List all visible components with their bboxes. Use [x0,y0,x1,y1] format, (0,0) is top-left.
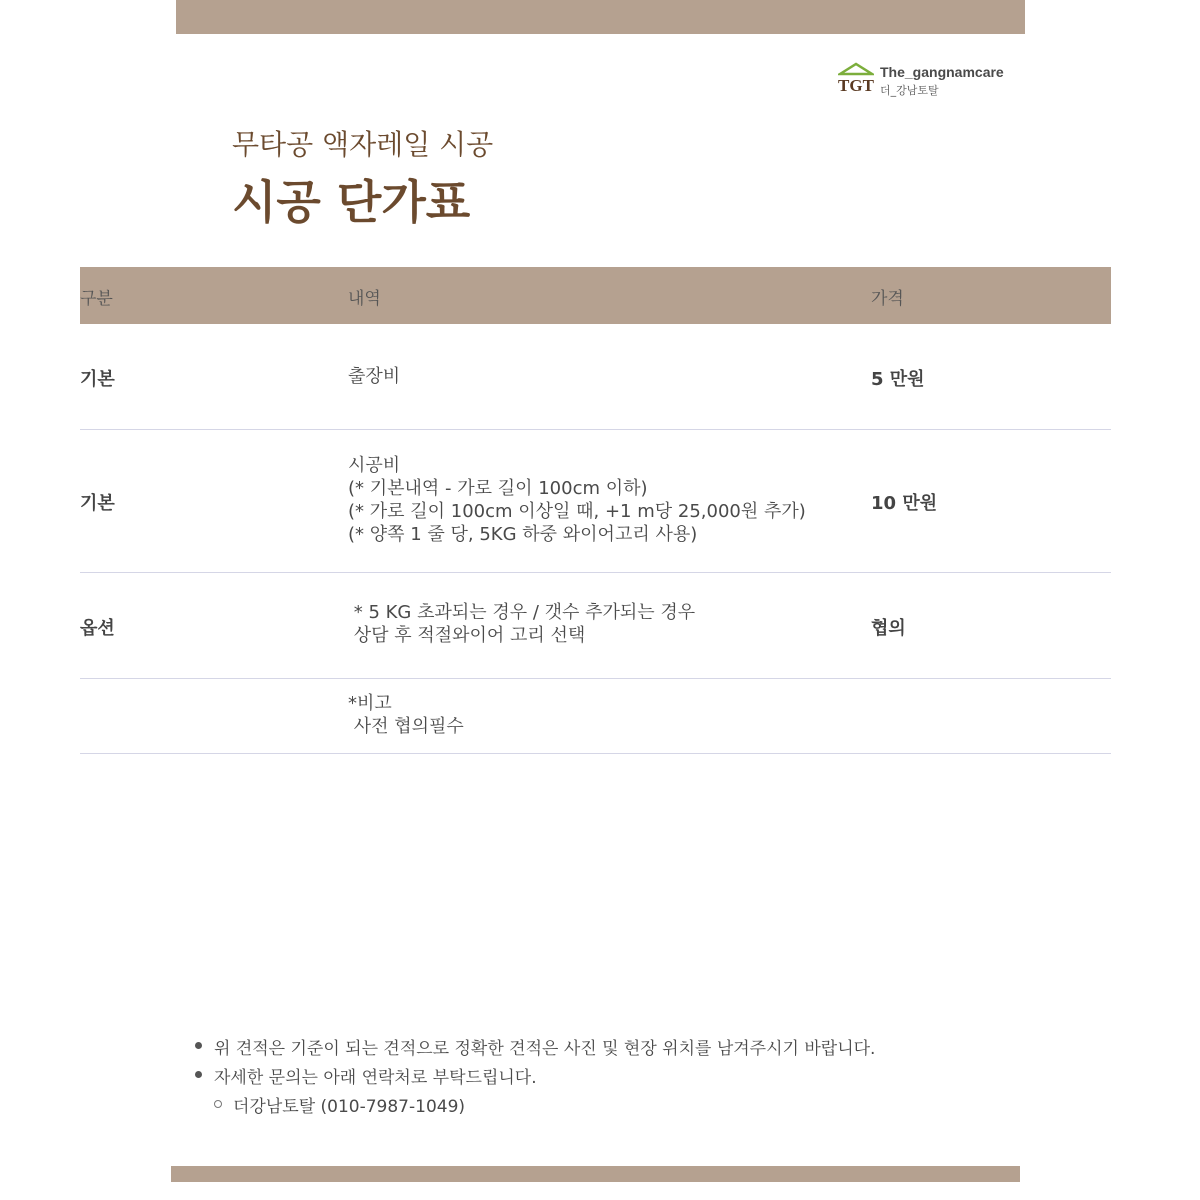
row-price: 5 만원 [871,369,925,390]
brand-name: The_gangnamcare [880,64,1004,80]
row-detail: 출장비 [348,366,401,387]
brand-logo [838,60,1038,100]
bottom-accent-bar [171,1166,1020,1182]
page-subtitle: 무타공 액자레일 시공 [232,128,494,161]
table-row [80,679,1111,754]
note-text: 위 견적은 기준이 되는 견적으로 정확한 견적은 사진 및 현장 위치를 남겨주시기 바랍니다. [214,1039,876,1059]
table-row [80,430,1111,573]
top-accent-bar [176,0,1025,34]
svg-text:TGT: TGT [838,76,874,94]
bullet-icon [195,1042,202,1049]
column-header-category: 구분 [80,289,113,309]
table-row [80,324,1111,430]
brand-subname: 더_강남토탈 [880,84,939,97]
note-text: 자세한 문의는 아래 연락처로 부탁드립니다. [214,1068,537,1088]
circle-bullet-icon [214,1100,222,1108]
row-detail: *비고 사전 협의필수 [348,693,464,737]
row-category: 기본 [80,493,115,514]
row-price: 협의 [871,618,906,639]
row-detail: * 5 KG 초과되는 경우 / 갯수 추가되는 경우 상담 후 적절와이어 고리 선택 [353,602,696,646]
row-category: 옵션 [80,618,115,639]
table-row [80,573,1111,679]
bullet-icon [195,1071,202,1078]
price-table [80,267,1111,754]
page-title: 시공 단가표 [232,175,471,229]
contact-text: 더강남토탈 (010-7987-1049) [233,1097,466,1117]
row-detail: 시공비 (* 기본내역 - 가로 길이 100cm 이하) (* 가로 길이 100cm 이상일 때, +1 m당 25,000원 추가) (* 양쪽 1 줄 당, 5KG 하중 와이어고리 사용) [348,455,806,545]
column-header-price: 가격 [871,289,904,309]
column-header-detail: 내역 [348,289,381,309]
table-header [80,267,1111,324]
row-price: 10 만원 [871,493,938,514]
row-category: 기본 [80,369,115,390]
house-logo-icon [838,62,874,94]
